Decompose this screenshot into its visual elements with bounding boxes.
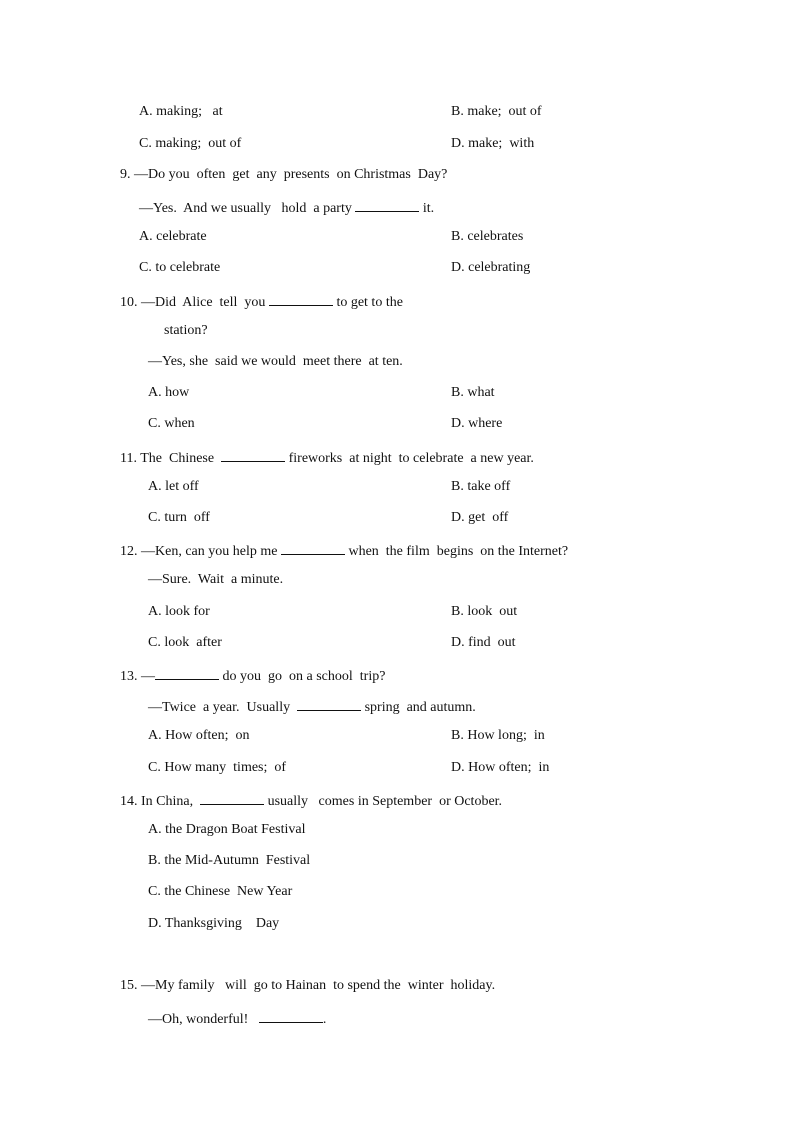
q8-option-b: B. make; out of: [451, 104, 542, 119]
q13-stem-after: do you go on a school trip?: [219, 669, 386, 684]
answer-blank: [281, 540, 345, 555]
q15-reply-before: —Oh, wonderful!: [148, 1012, 259, 1027]
answer-blank: [200, 790, 264, 805]
q11-option-c: C. turn off: [148, 510, 210, 525]
q13-reply-before: —Twice a year. Usually: [148, 700, 298, 715]
q10-option-d: D. where: [451, 416, 503, 431]
q13-option-d: D. How often; in: [451, 760, 550, 775]
answer-blank: [155, 665, 219, 680]
q14-stem-before: 14. In China,: [120, 794, 201, 809]
q15-reply: [148, 1008, 326, 1029]
q9-reply-after: it.: [419, 201, 435, 216]
q9-option-a: A. celebrate: [139, 229, 207, 244]
q9-stem: 9. —Do you often get any presents on Christmas Day?: [120, 167, 448, 182]
q11-stem-after: fireworks at night to celebrate a new year.: [285, 451, 534, 466]
q12-reply: —Sure. Wait a minute.: [148, 572, 284, 587]
q8-option-c: C. making; out of: [139, 136, 242, 151]
q10-option-a: A. how: [148, 385, 190, 400]
q14-option-c: C. the Chinese New Year: [148, 884, 293, 899]
q12-option-c: C. look after: [148, 635, 222, 650]
q13-reply: [148, 696, 476, 717]
q9-reply-before: —Yes. And we usually hold a party: [139, 201, 356, 216]
q14-stem: [120, 790, 502, 811]
q14-stem-after: usually comes in September or October.: [264, 794, 503, 809]
q9-reply: [139, 197, 434, 218]
q12-option-d: D. find out: [451, 635, 516, 650]
q8-option-d: D. make; with: [451, 136, 535, 151]
q13-reply-after: spring and autumn.: [361, 700, 476, 715]
q9-option-d: D. celebrating: [451, 260, 531, 275]
answer-blank: [259, 1008, 323, 1023]
q11-option-d: D. get off: [451, 510, 509, 525]
q14-option-d: D. Thanksgiving Day: [148, 916, 280, 931]
q9-option-c: C. to celebrate: [139, 260, 221, 275]
q10-option-b: B. what: [451, 385, 495, 400]
q10-option-c: C. when: [148, 416, 195, 431]
q12-option-a: A. look for: [148, 604, 210, 619]
q10-reply: —Yes, she said we would meet there at ten.: [148, 354, 403, 369]
q13-option-b: B. How long; in: [451, 728, 545, 743]
q13-option-c: C. How many times; of: [148, 760, 287, 775]
q13-option-a: A. How often; on: [148, 728, 250, 743]
q13-stem: [120, 665, 385, 686]
answer-blank: [269, 291, 333, 306]
q14-option-b: B. the Mid-Autumn Festival: [148, 853, 311, 868]
answer-blank: [355, 197, 419, 212]
q15-reply-after: .: [322, 1012, 327, 1027]
q11-option-b: B. take off: [451, 479, 511, 494]
q10-stem-after: to get to the: [332, 295, 403, 310]
q11-stem: [120, 447, 534, 468]
q11-stem-before: 11. The Chinese: [120, 451, 222, 466]
q10-stem-before: 10. —Did Alice tell you: [120, 295, 269, 310]
q13-stem-before: 13. —: [120, 669, 155, 684]
q15-stem: 15. —My family will go to Hainan to spend the winter holiday.: [120, 978, 496, 993]
q14-option-a: A. the Dragon Boat Festival: [148, 822, 306, 837]
q10-stem: [120, 291, 403, 312]
q12-stem-after: when the film begins on the Internet?: [344, 544, 569, 559]
q10-stem-continuation: station?: [164, 323, 208, 338]
q8-option-a: A. making; at: [139, 104, 223, 119]
answer-blank: [221, 447, 285, 462]
q9-option-b: B. celebrates: [451, 229, 524, 244]
q12-stem-before: 12. —Ken, can you help me: [120, 544, 281, 559]
q12-stem: [120, 540, 568, 561]
q12-option-b: B. look out: [451, 604, 518, 619]
q11-option-a: A. let off: [148, 479, 199, 494]
answer-blank: [297, 696, 361, 711]
